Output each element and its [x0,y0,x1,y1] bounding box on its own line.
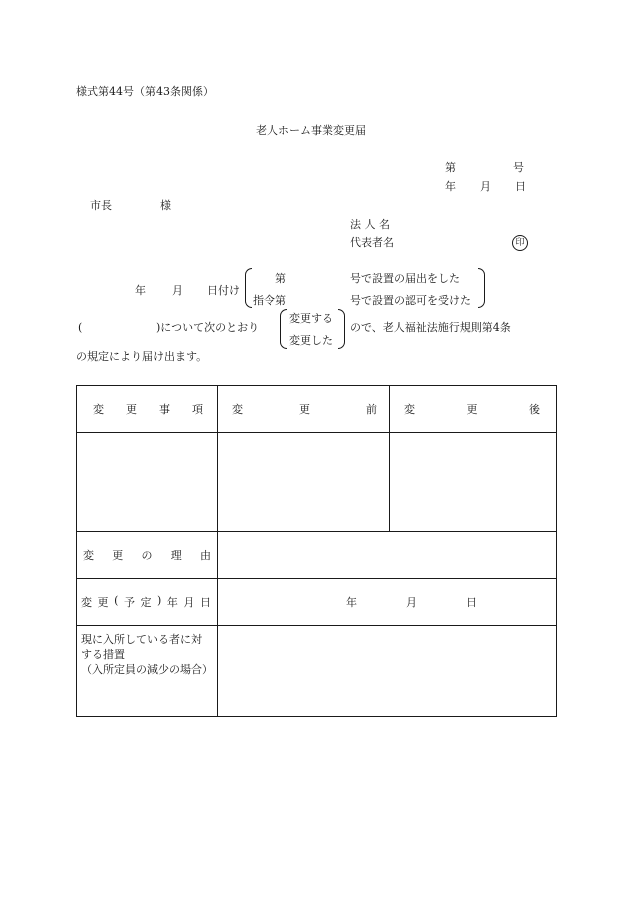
after-change-input[interactable] [390,433,557,532]
date-label-char: 変 [81,596,92,609]
seal-mark-icon: 印 [512,235,528,251]
header-month: 月 [480,180,491,193]
measures-line-2: する措置 [81,648,125,661]
header-item-char: 事 [159,403,170,416]
choice-will-change: 変更する [289,312,333,325]
header-after-change [390,386,557,433]
date-label-char: 年 [166,596,178,609]
date-year: 年 [346,596,357,609]
header-before-char: 前 [366,403,377,416]
date-day: 日 [466,596,477,609]
reason-char: 更 [112,549,124,562]
corp-name-label: 法 人 名 [350,218,390,231]
table-header-row [77,386,557,433]
reason-label-cell [77,532,218,579]
header-number-suffix: 号 [513,161,524,174]
change-date-input[interactable] [218,579,557,626]
brace-right-2 [338,309,345,349]
regulation-text: ので、老人福祉法施行規則第4条 [350,321,511,334]
date-label-char: 日 [199,596,211,609]
reason-char: 変 [83,549,94,562]
date-label-char: ( [114,594,119,607]
header-item-char: 更 [126,403,137,416]
header-item-char: 変 [93,403,104,416]
date-label-char: 予 [123,596,135,609]
header-before-change [218,386,390,433]
header-after-char: 更 [466,403,478,416]
date-label-cell [77,579,218,626]
before-change-input[interactable] [218,433,390,532]
option2-text: 号で設置の認可を受けた [350,294,471,307]
form-title: 老人ホーム事業変更届 [256,124,366,137]
paren-open: ( [78,321,83,334]
change-details-table [76,385,557,717]
regarding-text: )について次のとおり [156,321,260,334]
measures-input[interactable] [218,626,557,717]
option1-text: 号で設置の届出をした [350,272,460,285]
change-item-input[interactable] [77,433,218,532]
body-month: 月 [172,284,183,297]
reason-char: の [141,549,153,562]
reason-input[interactable] [218,532,557,579]
table-row [77,433,557,532]
date-label-char: 月 [183,596,195,609]
closing-text: の規定により届け出ます。 [76,350,208,363]
body-year: 年 [135,284,146,297]
date-month: 月 [406,596,417,609]
header-item-char: 項 [192,403,203,416]
table-row [77,579,557,626]
option1-prefix: 第 [275,272,286,285]
header-day: 日 [515,180,526,193]
table-row [77,532,557,579]
header-number-prefix: 第 [445,161,456,174]
measures-line-3: （入所定員の減少の場合） [81,663,213,676]
brace-left-2 [280,309,287,349]
option2-prefix: 指令第 [253,294,286,307]
header-change-item [77,386,218,433]
header-before-char: 変 [232,403,243,416]
addressee-honorific: 様 [160,199,171,212]
reason-char: 由 [200,549,211,562]
measures-line-1: 現に入所している者に対 [81,633,202,646]
reason-char: 理 [170,549,182,562]
header-year: 年 [445,180,456,193]
body-day-dated: 日付け [207,284,240,297]
date-label-char: 定 [140,596,152,609]
header-after-char: 変 [404,403,415,416]
date-label-char: ) [157,594,162,607]
brace-right-1 [478,268,485,308]
header-before-char: 更 [299,403,310,416]
measures-label-cell [77,626,218,717]
date-label-char: 更 [97,596,109,609]
form-number-label: 様式第44号（第43条関係） [76,85,214,98]
addressee-mayor: 市長 [90,199,112,212]
brace-left-1 [245,268,252,308]
table-row [77,626,557,717]
choice-changed: 変更した [289,334,333,347]
representative-label: 代表者名 [350,236,394,249]
header-after-char: 後 [529,403,540,416]
